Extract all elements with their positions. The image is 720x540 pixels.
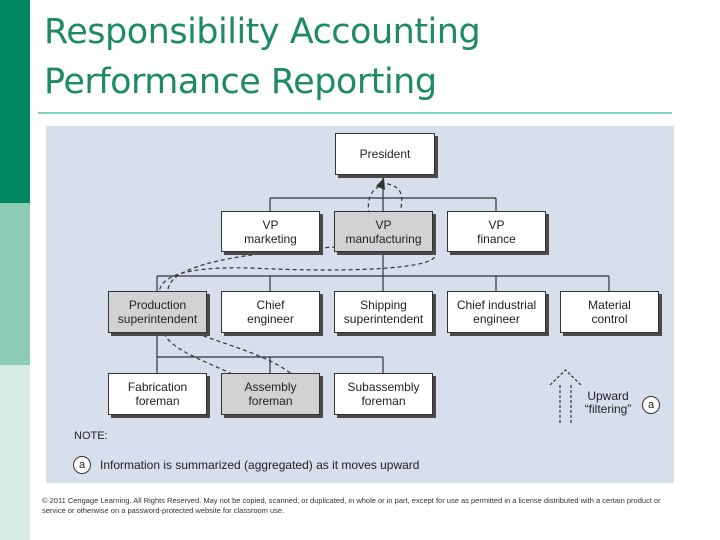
note-badge: a: [73, 456, 91, 474]
upward-filtering-badge: a: [642, 396, 660, 414]
box-subassembly-foreman: Subassembly foreman: [334, 373, 433, 415]
copyright-notice: © 2011 Cengage Learning. All Rights Reserved. May not be copied, scanned, or duplicated, in whole or in part, except for use as permitted in a license distributed with a certain product or service or otherwise on a password-protected website for classroom use.: [42, 496, 661, 515]
box-vp-finance: VP finance: [447, 211, 546, 252]
box-chief-industrial-engineer: Chief industrial engineer: [447, 291, 546, 333]
box-chief-engineer: Chief engineer: [221, 291, 320, 333]
box-material-control: Material control: [560, 291, 659, 333]
note-text: Information is summarized (aggregated) as it moves upward: [100, 458, 420, 472]
box-president: President: [335, 133, 435, 175]
slide-title-line-1: Responsibility Accounting: [44, 12, 481, 52]
box-fabrication-foreman: Fabrication foreman: [108, 373, 207, 415]
box-vp-manufacturing: VP manufacturing: [334, 211, 433, 252]
box-production-superintendent: Production superintendent: [108, 291, 207, 333]
upward-filtering-label: Upward “filtering”: [584, 389, 632, 416]
box-assembly-foreman: Assembly foreman: [221, 373, 320, 415]
box-shipping-superintendent: Shipping superintendent: [334, 291, 433, 333]
note-label: NOTE:: [74, 430, 108, 442]
slide-title-line-2: Performance Reporting: [44, 62, 437, 102]
box-vp-marketing: VP marketing: [221, 211, 320, 252]
